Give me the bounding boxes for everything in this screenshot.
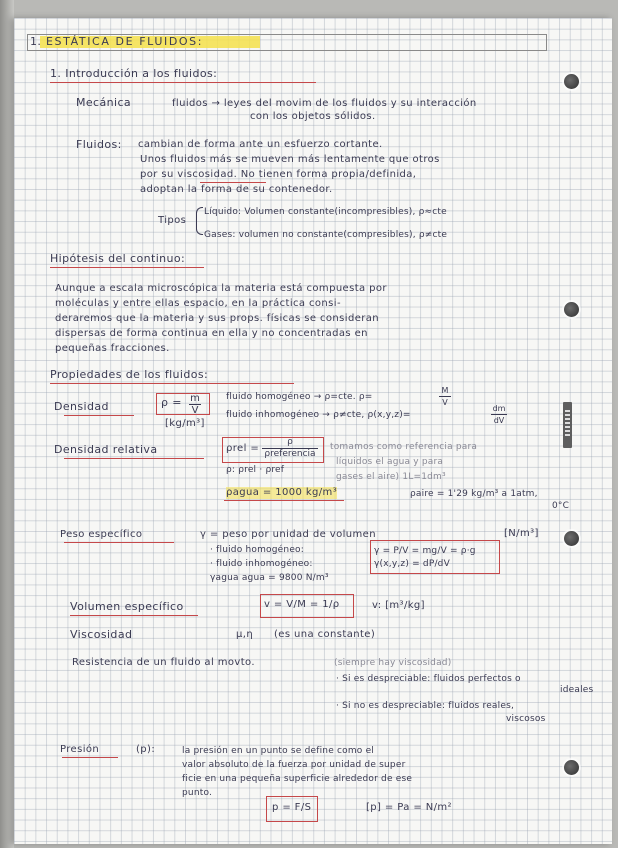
densidad-formula-lhs: ρ = [161, 396, 182, 409]
fluidos-line3: por su viscosidad. No tienen forma propia/definida, [140, 169, 417, 180]
binder-hole [564, 74, 579, 89]
volumen-especifico-label: Volumen específico [70, 600, 184, 613]
page-title: ESTÁTICA DE FLUIDOS: [46, 35, 204, 48]
numerator: ρ [287, 437, 293, 447]
fluidos-term: Fluidos: [76, 138, 122, 151]
denominator: V [442, 398, 448, 407]
hipotesis-line: moléculas y entre ellas espacio, en la práctica consi- [55, 298, 341, 309]
peso-especifico-underline [64, 542, 174, 543]
volumen-especifico-units: v: [m³/kg] [372, 600, 425, 611]
presion-definition-line3: ficie en una pequeña superficie alrededor de ese [182, 774, 413, 784]
section-heading-hipotesis: Hipótesis del continuo: [50, 252, 186, 265]
numerator: M [441, 386, 449, 395]
densidad-relativa-formula-lhs: ρrel = [226, 443, 260, 454]
hipotesis-line: dispersas de forma continua en ella y no concentradas en [55, 328, 368, 339]
peso-especifico-definition: γ = peso por unidad de volumen [200, 529, 376, 540]
tipos-brace [196, 207, 203, 235]
section-heading-introduccion: 1. Introducción a los fluidos: [50, 67, 218, 80]
hipotesis-line: Aunque a escala microscópica la materia está compuesta por [55, 283, 387, 294]
fluidos-line1: cambian de forma ante un esfuerzo cortante. [138, 139, 383, 150]
page-tab-marker [563, 402, 572, 448]
binder-hole [564, 760, 579, 775]
viscosidad-underline [200, 182, 266, 183]
viscosidad-symbol: μ,η [236, 629, 254, 640]
densidad-relativa-fraction [262, 438, 318, 459]
presion-definition-line2: valor absoluto de la fuerza por unidad de super [182, 760, 406, 770]
densidad-relativa-underline [64, 458, 204, 459]
mecanica-definition-line2: con los objetos sólidos. [250, 111, 376, 122]
heading-underline [50, 267, 204, 268]
heading-underline [50, 82, 316, 83]
viscosidad-note: (es una constante) [274, 629, 376, 640]
peso-especifico-agua: γagua agua = 9800 N/m³ [210, 573, 329, 583]
resistencia-label: Resistencia de un fluido al movto. [72, 657, 255, 668]
presion-units: [p] = Pa = N/m² [366, 802, 452, 813]
densidad-relativa-label: Densidad relativa [54, 443, 158, 456]
mecanica-definition-line1: fluidos → leyes del movim de los fluidos y su interacción [172, 98, 477, 109]
densidad-label: Densidad [54, 400, 109, 413]
binder-hole [564, 302, 579, 317]
densidad-agua: ρagua = 1000 kg/m³ [226, 487, 338, 498]
resistencia-despreciable-cont: ideales [560, 685, 594, 695]
presion-label: Presión [60, 744, 100, 755]
peso-especifico-units: [N/m³] [504, 528, 539, 539]
densidad-homogeneo: fluido homogéneo → ρ=cte. ρ= [226, 392, 373, 402]
numerator: dm [492, 404, 506, 413]
densidad-inhomogeneo: fluido inhomogéneo → ρ≠cte, ρ(x,y,z)= [226, 410, 411, 420]
resistencia-no-despreciable-cont: viscosos [506, 714, 546, 724]
hipotesis-line: pequeñas fracciones. [55, 343, 170, 354]
densidad-relativa-note-line2: líquidos el agua y para [336, 457, 444, 467]
resistencia-despreciable: · Si es despreciable: fluidos perfectos o [336, 674, 521, 684]
densidad-units: [kg/m³] [165, 418, 205, 429]
fluidos-line4: adoptan la forma de su contenedor. [140, 184, 333, 195]
resistencia-note: (siempre hay viscosidad) [334, 658, 452, 668]
mecanica-term: Mecánica [76, 96, 132, 109]
densidad-aire: ρaire = 1'29 kg/m³ a 1atm, [410, 489, 538, 499]
volumen-especifico-underline [70, 615, 198, 616]
densidad-relativa-note-line1: tomamos como referencia para [330, 442, 478, 452]
denominator: ρreferencia [264, 449, 316, 459]
hipotesis-line: deraremos que la materia y sus props. físicas se consideran [55, 313, 380, 324]
densidad-fraction [189, 394, 201, 415]
densidad-underline [64, 415, 134, 416]
binder-edge [0, 0, 14, 848]
peso-especifico-inhomogeneo: · fluido inhomogéneo: [210, 559, 313, 569]
peso-especifico-formula-inhomogeneo: γ(x,y,z) = dP/dV [374, 559, 450, 569]
fluidos-line2: Unos fluidos más se mueven más lentamente que otros [140, 154, 440, 165]
densidad-aire-temp: 0°C [552, 501, 570, 511]
densidad-relativa-prel: ρ: ρrel · ρref [226, 465, 285, 475]
tipos-label: Tipos [158, 215, 187, 226]
presion-formula: p = F/S [272, 802, 312, 813]
densidad-homogeneo-fraction [439, 386, 451, 407]
heading-underline [50, 383, 294, 384]
binder-hole [564, 531, 579, 546]
tipo-gases: Gases: volumen no constante(compresibles), ρ≠cte [204, 230, 448, 240]
volumen-especifico-formula: v = V/M = 1/ρ [264, 599, 340, 610]
numerator: m [190, 393, 200, 404]
resistencia-no-despreciable: · Si no es despreciable: fluidos reales, [336, 701, 515, 711]
viscosidad-label: Viscosidad [70, 628, 133, 641]
peso-especifico-formula-homogeneo: γ = P/V = mg/V = ρ·g [374, 546, 476, 556]
densidad-inhomogeneo-fraction [491, 404, 507, 425]
section-heading-propiedades: Propiedades de los fluidos: [50, 368, 209, 381]
title-number: 1. [30, 35, 42, 48]
tipo-liquido: Líquido: Volumen constante(incompresibles), ρ≈cte [204, 207, 447, 217]
peso-especifico-label: Peso específico [60, 529, 143, 540]
presion-symbol: (p): [136, 744, 156, 755]
denominator: dV [493, 416, 505, 425]
densidad-relativa-note-line3: gases el aire) 1L=1dm³ [336, 472, 446, 482]
densidad-agua-underline [224, 500, 344, 501]
presion-definition-line1: la presión en un punto se define como el [182, 746, 375, 756]
presion-definition-line4: punto. [182, 788, 213, 798]
peso-especifico-homogeneo: · fluido homogéneo: [210, 545, 304, 555]
presion-underline [62, 757, 118, 758]
denominator: V [191, 405, 199, 416]
